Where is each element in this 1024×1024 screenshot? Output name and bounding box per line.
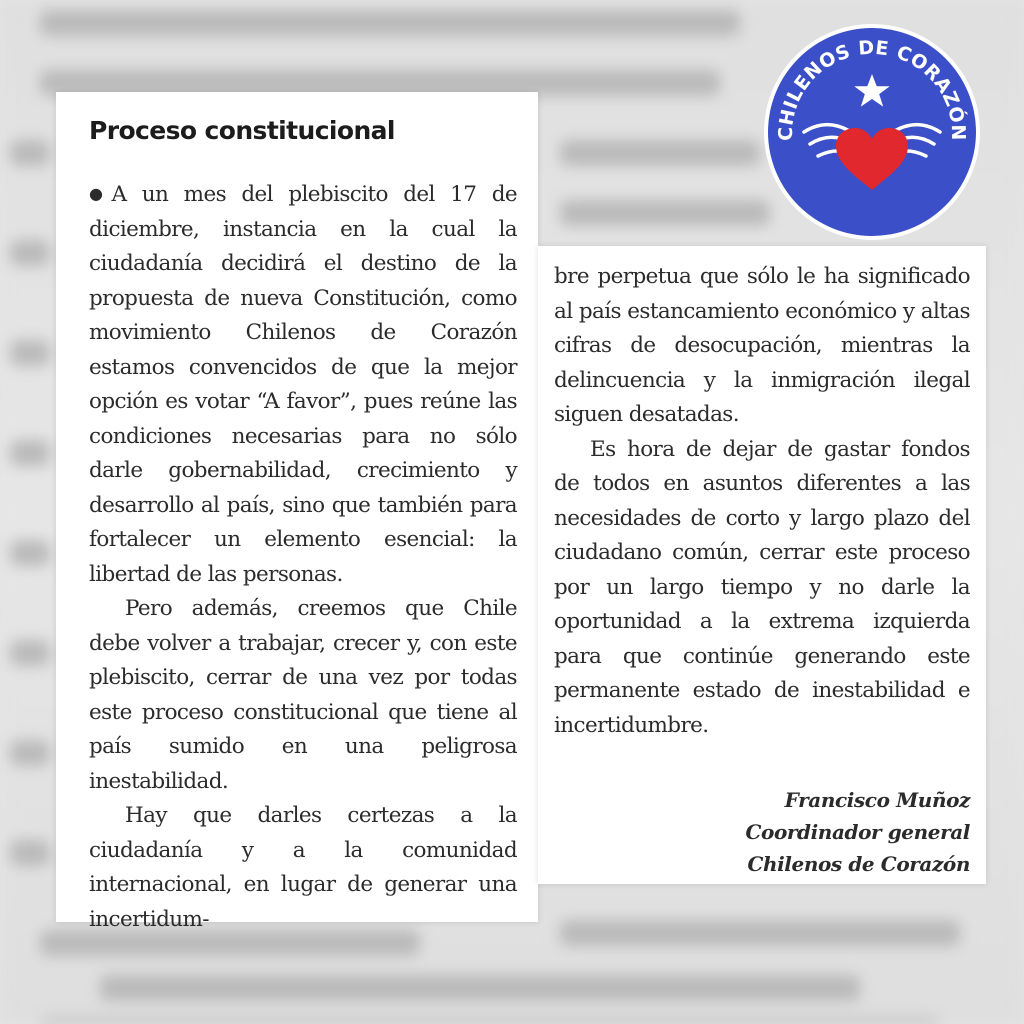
article-clipping-right	[538, 246, 986, 884]
signature-role: Coordinador general	[745, 820, 970, 844]
paragraph-1: ●A un mes del plebiscito del 17 de diciembre, instancia en la cual la ciudadanía decidirá el destino de la propuesta de nueva Constitución, como movimiento Chilenos de Corazón estamos convencidos de que la mejor opción es votar “A favor”, pues reúne las condiciones necesarias para no sólo darle gobernabilidad, crecimiento y desarrollo al país, sino que también para fortalecer un elemento esencial: la libertad de las personas.	[89, 182, 517, 587]
article-clipping-left	[56, 92, 538, 932]
signature-organization: Chilenos de Corazón	[747, 852, 970, 876]
logo-graphic	[762, 22, 982, 242]
bullet-icon: ●	[89, 184, 112, 203]
signature-block	[745, 784, 970, 880]
paragraph-5: Es hora de dejar de gastar fondos de todos en asuntos diferentes a las necesidades de corto y largo plazo del ciudadano común, cerrar este proceso por un largo tiempo y no darle la oportunidad a la extrema izquierda para que continúe generando este permanente estado de inestabilidad e incertidumbre.	[554, 436, 970, 738]
logo-circle	[768, 28, 976, 236]
right-column	[554, 260, 970, 743]
paragraph-4: bre perpetua que sólo le ha significado al país estancamiento económico y altas cifras de desocupación, mientras la delincuencia y la inmigración ilegal siguen desatadas.	[554, 264, 970, 427]
logo-text-path: CHILENOS DE CORAZÓN	[774, 36, 970, 141]
signature-name: Francisco Muñoz	[784, 788, 970, 812]
paragraph-2: Pero además, creemos que Chile debe volver a trabajar, crecer y, con este plebiscito, cerrar de una vez por todas este proceso constitucional que tiene al país sumido en una peligrosa inestabilidad.	[89, 596, 517, 794]
chilenos-de-corazon-logo	[762, 22, 982, 242]
left-column	[89, 177, 517, 937]
article-headline: Proceso constitucional	[89, 116, 395, 145]
paragraph-3: Hay que darles certezas a la ciudadanía y a la comunidad internacional, en lugar de generar una incertidum-	[89, 803, 517, 932]
